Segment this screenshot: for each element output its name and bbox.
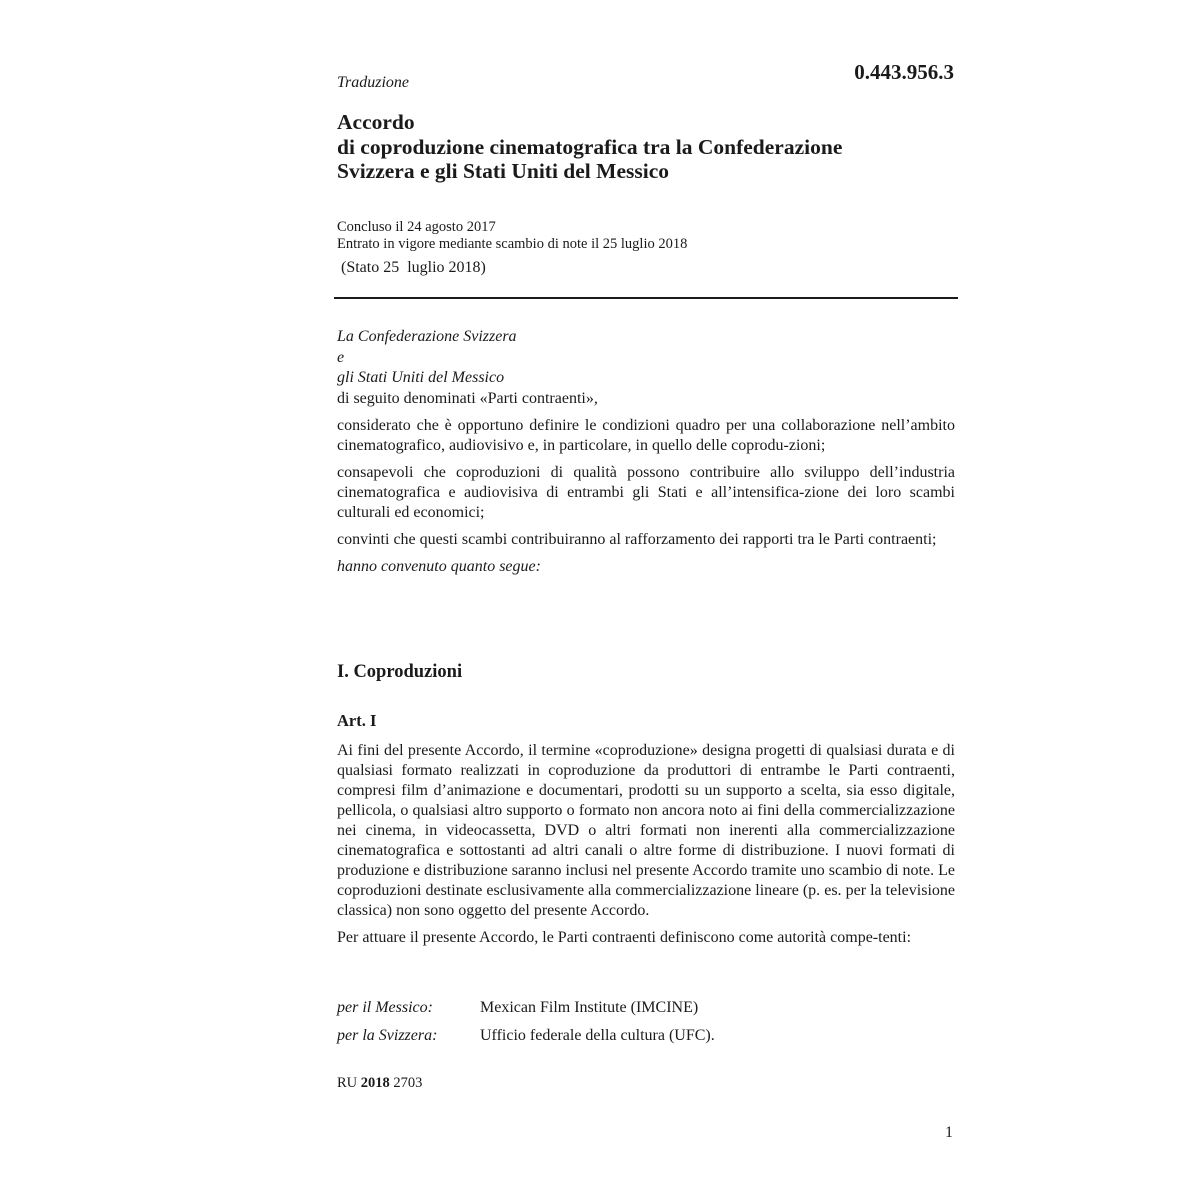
party-2: gli Stati Uniti del Messico bbox=[337, 369, 505, 386]
article-heading: Art. I bbox=[337, 711, 377, 730]
authority-country: per la Svizzera: bbox=[337, 1027, 438, 1044]
title-line-1: Accordo bbox=[337, 110, 415, 134]
in-force-date: Entrato in vigore mediante scambio di note il 25 luglio 2018 bbox=[337, 235, 688, 252]
parties-block bbox=[337, 327, 955, 409]
article-paragraph: Ai fini del presente Accordo, il termine «coproduzione» designa progetti di qualsiasi durata e di qualsiasi formato realizzati in coproduzione da produttori di entrambe le Parti contraenti, compresi film d’animazione e documentari, prodotti su un supporto a scelta, sia esso digitale, pellicola, o qualsiasi altro supporto o formato non ancora noto ai fini della commercializzazione nei cinema, in videocassetta, DVD o altri formati non inerenti alla commercializzazione cinematografica e sottostanti ad altri canali o altre forme di distribuzione. I nuovi formati di produzione e distribuzione saranno inclusi nel presente Accordo tramite uno scambio di note. Le coproduzioni destinate esclusivamente alla commercializzazione lineare (p. es. per la televisione classica) non sono oggetto del presente Accordo. bbox=[337, 742, 955, 919]
parties-designation: di seguito denominati «Parti contraenti», bbox=[337, 389, 598, 407]
title-line-3: Svizzera e gli Stati Uniti del Messico bbox=[337, 159, 669, 183]
sr-number: 0.443.956.3 bbox=[854, 60, 954, 84]
translation-label: Traduzione bbox=[337, 74, 410, 91]
ru-page: 2703 bbox=[393, 1075, 423, 1091]
section-heading: I. Coproduzioni bbox=[337, 662, 463, 682]
document-title bbox=[337, 110, 955, 184]
authority-name: Ufficio federale della cultura (UFC). bbox=[480, 1027, 715, 1044]
authorities-list bbox=[337, 998, 955, 1054]
preamble-paragraph: considerato che è opportuno definire le condizioni quadro per una collaborazione nell’ambito cinematografico, audiovisivo e, in particolare, in quello delle coprodu-zioni; bbox=[337, 417, 955, 454]
preamble-paragraph: consapevoli che coproduzioni di qualità possono contribuire allo sviluppo dell’industria cinematografica e audiovisiva di entrambi gli Stati e all’intensifica-zione dei loro scambi culturali ed economici; bbox=[337, 464, 955, 521]
authority-row bbox=[337, 1026, 955, 1046]
header-divider bbox=[334, 297, 958, 299]
title-line-2: di coproduzione cinematografica tra la Confederazione bbox=[337, 134, 843, 159]
preamble bbox=[337, 416, 955, 584]
authority-country: per il Messico: bbox=[337, 999, 433, 1016]
party-1: La Confederazione Svizzera bbox=[337, 328, 517, 345]
preamble-paragraph: convinti che questi scambi contribuiranno al rafforzamento dei rapporti tra le Parti contraenti; bbox=[337, 531, 937, 548]
party-conjunction: e bbox=[337, 348, 345, 366]
ru-prefix: RU bbox=[337, 1075, 358, 1091]
agreed-clause: hanno convenuto quanto segue: bbox=[337, 558, 541, 575]
page-number: 1 bbox=[945, 1124, 953, 1141]
document-meta bbox=[337, 219, 955, 252]
article-paragraph: Per attuare il presente Accordo, le Parti contraenti definiscono come autorità compe-tenti: bbox=[337, 929, 912, 946]
official-collection-reference bbox=[337, 1075, 955, 1092]
status-date: (Stato 25 luglio 2018) bbox=[337, 259, 486, 276]
authority-name: Mexican Film Institute (IMCINE) bbox=[480, 999, 699, 1016]
ru-year: 2018 bbox=[360, 1075, 390, 1091]
concluded-date: Concluso il 24 agosto 2017 bbox=[337, 219, 496, 235]
article-body bbox=[337, 741, 955, 955]
authority-row bbox=[337, 998, 955, 1018]
